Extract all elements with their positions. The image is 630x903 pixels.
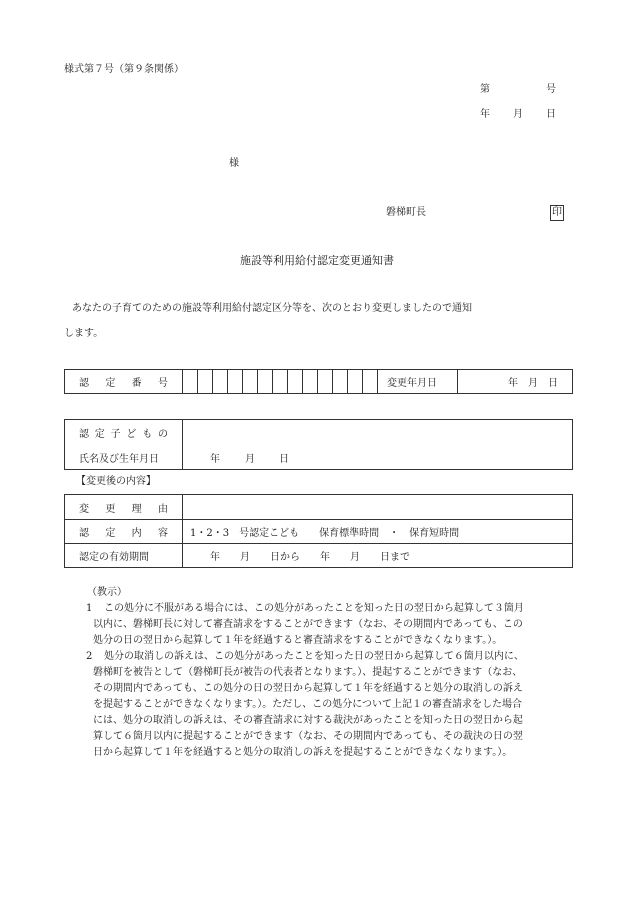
certified-child-table (64, 419, 573, 470)
certified-child-label (65, 420, 182, 445)
note-1-line: 処分の日の翌日から起算して１年を経過すると審査請求をすることができなくなります。）。 (93, 635, 503, 646)
label-char: の (157, 429, 168, 440)
validity-period-label: 認定の有効期間 (79, 551, 149, 563)
label-char: 子 (110, 429, 121, 440)
label-char: 認 (79, 527, 89, 539)
note-2-line: 日から起算して１年を経過すると処分の取消しの訴えを提起することができなくなります。）。 (93, 747, 513, 758)
birthdate-gatsu[interactable]: 月 (245, 453, 255, 465)
note-2-line: 磐梯町を被告として（磐梯町長が被告の代表者となります。）、提起することができます（なお、 (93, 667, 523, 678)
form-number: 様式第７号（第９条関係） (64, 64, 184, 75)
note-2-line: には、処分の取消しの訴えは、その審査請求に対する裁決があったことを知った日の翌日から起 (93, 715, 523, 726)
label-char: 由 (157, 503, 168, 515)
validity-period-value[interactable]: 年 月 日から 年 月 日まで (210, 551, 410, 563)
certification-number-label (65, 370, 182, 393)
name-and-birthdate-label: 氏名及び生年月日 (79, 453, 159, 465)
change-reason-value[interactable] (190, 495, 572, 519)
changed-content-table (64, 494, 573, 568)
change-date-label: 変更年月日 (387, 378, 437, 389)
notes-heading: （教示） (87, 587, 127, 598)
note-2-line: 処分の取消しの訴えは、この処分があったことを知った日の翌日から起算して６箇月以内に、 (104, 651, 524, 662)
label-char: 認 (79, 429, 89, 440)
certification-number-digit-boxes[interactable] (182, 370, 377, 393)
label-char: 認 (79, 378, 89, 389)
label-char: 容 (157, 527, 168, 539)
body-text-line1: あなたの子育てのための施設等利用給付認定区分等を、次のとおり変更しましたので通知 (72, 303, 472, 314)
doc-number-go: 号 (546, 84, 556, 95)
birthdate-nen[interactable]: 年 (210, 453, 220, 465)
label-char: 更 (105, 503, 116, 515)
label-char: ど (126, 429, 137, 440)
label-char: 定 (94, 429, 105, 440)
label-char: 定 (105, 378, 116, 389)
document-title: 施設等利用給付認定変更通知書 (240, 254, 394, 267)
note-2-line: を提起することができなくなります。）。ただし、この処分について上記１の審査請求をした場合 (93, 699, 522, 710)
label-char: 変 (79, 503, 89, 515)
date-nen: 年 (480, 109, 490, 120)
label-char: 内 (131, 527, 142, 539)
change-reason-label (65, 495, 182, 519)
note-1-line: この処分に不服がある場合には、この処分があったことを知った日の翌日から起算して３箇月 (104, 603, 524, 614)
label-char: 番 (131, 378, 142, 389)
note-1-number: 1 (86, 603, 93, 614)
label-char: 号 (157, 378, 168, 389)
section-label: 【変更後の内容】 (76, 476, 156, 487)
note-2-number: 2 (86, 651, 93, 662)
certification-content-label (65, 519, 182, 543)
issuer-title: 磐梯町長 (386, 207, 426, 218)
note-1-line: 以内に、磐梯町長に対して審査請求をすることができます（なお、その期間内であっても、この (93, 619, 523, 630)
date-gatsu: 月 (513, 109, 523, 120)
note-2-line: その期間内であっても、この処分の日の翌日から起算して１年を経過すると処分の取消しの訴え (93, 683, 523, 694)
birthdate-nichi[interactable]: 日 (279, 453, 289, 465)
label-char: 定 (105, 527, 116, 539)
seal-mark: 印 (550, 205, 564, 221)
date-nichi: 日 (546, 109, 556, 120)
certification-content-value[interactable]: 1・2・3 号認定こども 保育標準時間 ・ 保育短時間 (190, 527, 460, 539)
note-2-line: 算して６箇月以内に提起することができます（なお、その期間内であっても、その裁決の日の翌 (93, 731, 523, 742)
label-char: も (142, 429, 153, 440)
addressee-sama: 様 (229, 158, 239, 169)
certification-number-table (64, 369, 573, 394)
change-date-value[interactable]: 年 月 日 (508, 378, 558, 389)
body-text-line2: します。 (64, 328, 104, 339)
label-char: 理 (131, 503, 142, 515)
doc-number-dai: 第 (480, 84, 490, 95)
